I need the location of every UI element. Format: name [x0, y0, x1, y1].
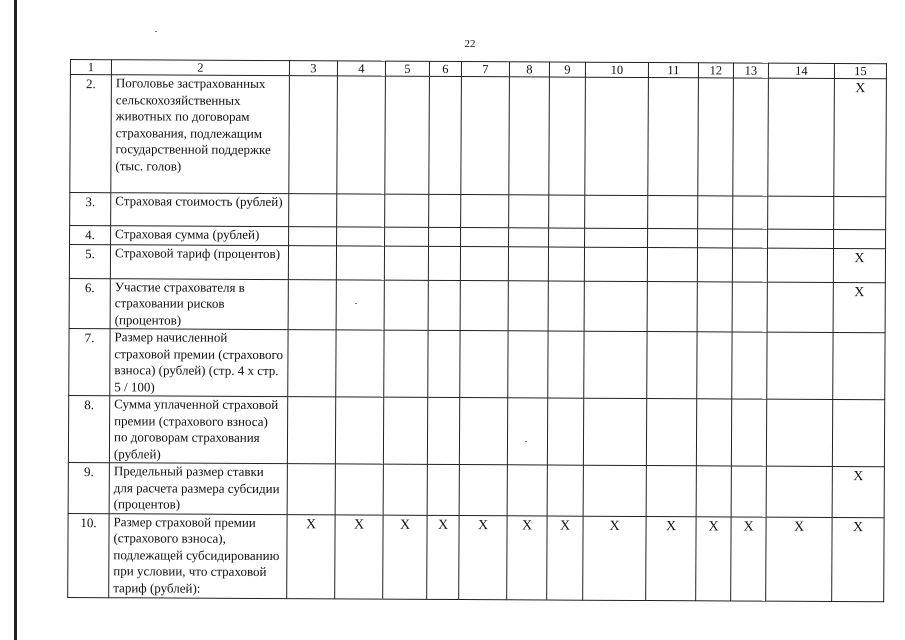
data-cell-col-4: [336, 279, 384, 330]
data-cell-col-4: [336, 245, 384, 279]
not-applicable-mark: X: [305, 516, 317, 532]
data-cell-col-10: [584, 247, 647, 281]
row-number: 8.: [68, 395, 109, 462]
data-cell-col-10: [583, 465, 646, 516]
data-cell-col-6: [427, 397, 459, 464]
row-label: Страховая сумма (рублей): [111, 226, 289, 245]
data-cell-col-11: [646, 399, 696, 466]
data-cell-col-5: [383, 464, 427, 515]
column-header-10: 10: [585, 62, 648, 77]
data-cell-col-9: [547, 516, 583, 600]
data-cell-col-6: [428, 330, 460, 397]
data-cell-col-7: [460, 331, 508, 398]
data-cell-col-13: [731, 516, 766, 600]
data-cell-col-15: [832, 399, 884, 466]
data-cell-col-15: [832, 466, 884, 517]
data-cell-col-12: [698, 78, 734, 196]
not-applicable-mark: X: [353, 516, 365, 533]
row-label: Сумма уплаченной страховой премии (страхового взноса) по договорам страхования (рублей): [109, 396, 287, 464]
data-cell-col-12: [698, 196, 733, 229]
data-cell-col-11: [646, 516, 696, 600]
data-cell-col-3: [288, 330, 336, 397]
row-number: 4.: [70, 226, 111, 245]
data-cell-col-10: [584, 331, 647, 398]
data-cell-col-11: [648, 196, 698, 229]
column-header-2: 2: [111, 60, 289, 76]
data-cell-col-8: [507, 515, 547, 599]
table-row: [68, 462, 884, 517]
data-cell-col-7: [461, 195, 509, 228]
data-cell-col-6: [429, 194, 461, 227]
data-cell-col-6: [427, 515, 459, 599]
page-number: 22: [464, 38, 476, 50]
data-cell-col-5: [385, 227, 429, 246]
not-applicable-mark: X: [609, 518, 620, 534]
data-cell-col-7: [461, 228, 509, 247]
data-cell-col-14: [766, 466, 832, 517]
data-cell-col-13: [732, 332, 767, 399]
data-cell-col-8: [509, 228, 549, 247]
data-cell-col-3: [287, 397, 335, 464]
data-cell-col-7: [460, 246, 508, 280]
column-header-13: 13: [733, 63, 768, 78]
data-cell-col-6: [428, 280, 460, 331]
data-cell-col-11: [647, 332, 697, 399]
data-cell-col-3: [288, 279, 336, 330]
data-cell-col-15: [832, 517, 884, 601]
table-row: [70, 193, 886, 230]
table-row: [69, 328, 885, 399]
data-cell-col-14: [767, 332, 833, 399]
data-cell-col-11: [647, 247, 697, 281]
data-cell-col-14: [767, 248, 833, 282]
column-header-12: 12: [698, 63, 733, 78]
data-cell-col-8: [509, 195, 549, 228]
not-applicable-mark: X: [477, 517, 489, 533]
data-cell-col-11: [646, 466, 696, 517]
data-cell-col-3: [289, 194, 337, 227]
row-label: Поголовье застрахованных сельскохозяйственных животных по договорам страхования, подлежащим государственной поддержке (тыс. голов): [111, 75, 290, 194]
data-cell-col-15: [833, 282, 885, 333]
column-header-7: 7: [461, 62, 509, 77]
not-applicable-mark: X: [743, 519, 754, 535]
data-cell-col-9: [549, 195, 585, 228]
data-cell-col-10: [583, 516, 646, 600]
data-cell-col-13: [732, 247, 767, 281]
data-cell-col-10: [585, 77, 649, 195]
data-cell-col-7: [459, 515, 507, 599]
column-header-14: 14: [768, 63, 834, 78]
not-applicable-mark: X: [853, 469, 864, 485]
data-cell-col-4: [335, 464, 383, 515]
data-cell-col-7: [459, 398, 507, 465]
data-cell-col-10: [583, 398, 646, 465]
table-row: [69, 278, 885, 333]
data-cell-col-9: [548, 281, 584, 332]
data-cell-col-13: [733, 78, 769, 196]
column-header-4: 4: [337, 61, 385, 76]
table-row: [68, 395, 884, 466]
column-header-5: 5: [385, 61, 429, 76]
data-cell-col-6: [427, 464, 459, 515]
data-cell-col-10: [585, 228, 648, 247]
data-cell-col-11: [648, 229, 698, 248]
data-cell-col-12: [697, 332, 732, 399]
data-cell-col-14: [766, 517, 832, 601]
data-cell-col-3: [289, 76, 338, 194]
data-cell-col-13: [732, 281, 767, 332]
data-cell-col-4: [335, 397, 383, 464]
data-cell-col-14: [768, 196, 834, 229]
data-cell-col-3: [287, 514, 335, 598]
data-cell-col-14: [766, 399, 832, 466]
column-header-9: 9: [549, 62, 585, 77]
not-applicable-mark: X: [854, 284, 865, 300]
data-cell-col-12: [698, 229, 733, 248]
scan-left-edge: [14, 0, 17, 640]
data-cell-col-12: [697, 247, 732, 281]
data-cell-col-7: [461, 77, 510, 195]
table-row: [70, 75, 887, 197]
data-cell-col-13: [731, 399, 766, 466]
data-cell-col-3: [287, 464, 335, 515]
data-cell-col-14: [768, 229, 834, 248]
not-applicable-mark: X: [665, 518, 677, 534]
data-cell-col-4: [335, 514, 383, 598]
data-cell-col-15: [833, 248, 885, 282]
row-label: Страховая стоимость (рублей): [111, 193, 289, 227]
data-cell-col-13: [731, 466, 766, 517]
data-cell-col-14: [767, 282, 833, 333]
data-cell-col-5: [383, 397, 427, 464]
row-label: Предельный размер ставки для расчета размера субсидии (процентов): [109, 463, 287, 514]
data-cell-col-15: [833, 332, 885, 399]
report-table: [67, 59, 887, 602]
data-cell-col-11: [648, 78, 699, 196]
data-cell-col-7: [460, 280, 508, 331]
data-cell-col-4: [337, 227, 385, 246]
data-cell-col-3: [288, 245, 336, 279]
column-header-3: 3: [289, 61, 337, 76]
data-cell-col-8: [508, 280, 548, 331]
row-label: Страховой тариф (процентов): [110, 244, 288, 279]
not-applicable-mark: X: [852, 519, 864, 535]
row-number: 5.: [69, 244, 110, 278]
row-number: 10.: [68, 513, 109, 597]
row-number: 9.: [68, 462, 109, 513]
data-cell-col-15: [834, 79, 887, 197]
data-cell-col-9: [547, 465, 583, 516]
data-cell-col-8: [507, 398, 547, 465]
data-cell-col-8: [507, 465, 547, 516]
data-cell-col-12: [697, 281, 732, 332]
data-cell-col-10: [585, 195, 648, 228]
data-cell-col-7: [459, 465, 507, 516]
data-cell-col-15: [834, 197, 886, 230]
table-row: [68, 513, 884, 601]
data-cell-col-12: [696, 399, 731, 466]
not-applicable-mark: X: [793, 519, 805, 535]
row-label: Размер начисленной страховой премии (страхового взноса) (рублей) (стр. 4 х стр. 5 / 100): [110, 329, 288, 397]
data-cell-col-8: [508, 246, 548, 280]
data-cell-col-5: [385, 76, 430, 194]
row-label: Участие страхователя в страховании рисков (процентов): [110, 278, 288, 329]
data-cell-col-6: [429, 76, 462, 194]
data-cell-col-15: [834, 230, 886, 249]
not-applicable-mark: X: [437, 517, 449, 533]
table-row: [69, 244, 885, 282]
data-cell-col-5: [383, 515, 427, 599]
row-number: 7.: [69, 328, 110, 395]
row-number: 3.: [70, 193, 111, 226]
data-cell-col-12: [696, 466, 731, 517]
data-cell-col-9: [548, 247, 584, 281]
column-header-6: 6: [429, 61, 461, 76]
column-header-8: 8: [509, 62, 549, 77]
data-cell-col-8: [509, 77, 550, 195]
not-applicable-mark: X: [521, 517, 533, 533]
row-label: Размер страховой премии (страхового взноса), подлежащей субсидированию при условии, что страховой тариф (рублей):: [109, 513, 287, 598]
data-cell-col-13: [733, 196, 768, 229]
data-cell-col-5: [384, 280, 428, 331]
not-applicable-mark: X: [399, 517, 411, 533]
data-cell-col-9: [548, 331, 584, 398]
not-applicable-mark: X: [855, 81, 866, 97]
data-cell-col-12: [696, 516, 731, 600]
row-number: 2.: [70, 75, 112, 193]
data-cell-col-14: [768, 78, 835, 196]
data-cell-col-4: [337, 194, 385, 227]
scan-speck: [155, 31, 157, 32]
not-applicable-mark: X: [708, 518, 719, 534]
data-cell-col-6: [429, 227, 461, 246]
data-cell-col-6: [428, 246, 460, 280]
data-cell-col-4: [336, 330, 384, 397]
data-cell-col-5: [385, 194, 429, 227]
data-cell-col-3: [289, 227, 337, 246]
data-cell-col-4: [337, 76, 386, 194]
data-cell-col-10: [584, 281, 647, 332]
data-cell-col-11: [647, 281, 697, 332]
data-cell-col-5: [384, 246, 428, 280]
row-number: 6.: [69, 278, 110, 329]
data-cell-col-8: [508, 331, 548, 398]
data-cell-col-5: [384, 330, 428, 397]
data-cell-col-9: [549, 77, 586, 195]
not-applicable-mark: X: [559, 518, 571, 534]
data-cell-col-9: [547, 398, 583, 465]
column-header-11: 11: [648, 63, 698, 78]
column-header-15: 15: [834, 64, 886, 79]
not-applicable-mark: X: [854, 250, 865, 266]
data-cell-col-9: [549, 228, 585, 247]
data-cell-col-13: [733, 229, 768, 248]
column-header-1: 1: [70, 60, 111, 75]
